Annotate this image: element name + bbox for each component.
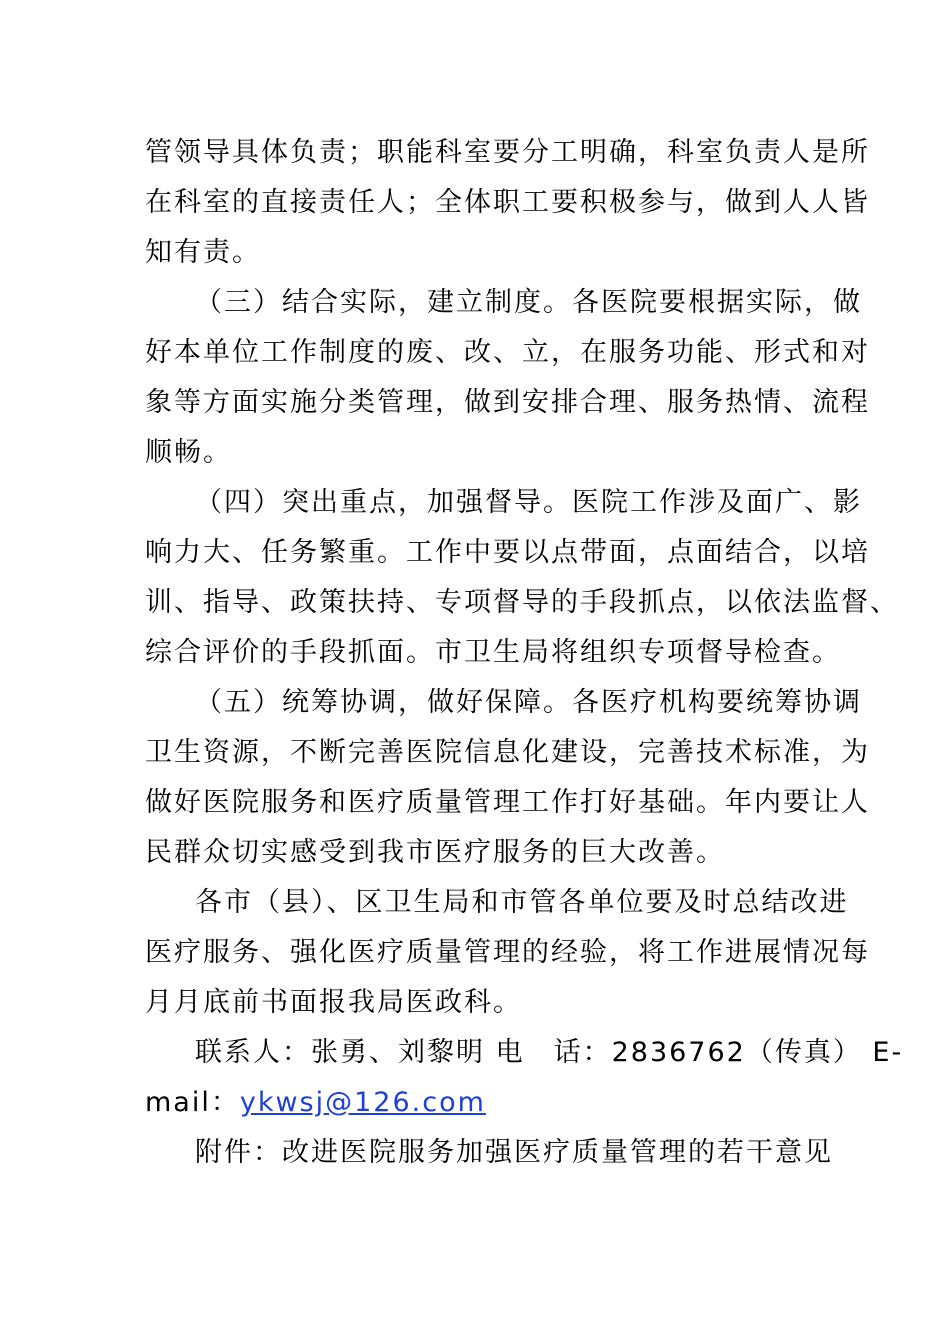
text-line-17: 医疗服务、强化医疗质量管理的经验，将工作进展情况每 [145, 937, 870, 968]
text-line-9: 响力大、任务繁重。工作中要以点带面，点面结合，以培 [145, 537, 870, 568]
attachment-line: 附件：改进医院服务加强医疗质量管理的若干意见 [195, 1137, 833, 1168]
text-line-3: 知有责。 [145, 237, 261, 268]
text-line-5: 好本单位工作制度的废、改、立，在服务功能、形式和对 [145, 337, 870, 368]
text-line-1: 管领导具体负责；职能科室要分工明确，科室负责人是所 [145, 137, 870, 168]
section-five-heading-line: （五）统筹协调，做好保障。各医疗机构要统筹协调 [195, 687, 862, 718]
section-four-heading-line: （四）突出重点，加强督导。医院工作涉及面广、影 [195, 487, 862, 518]
email-link[interactable]: ykwsj@126.com [239, 1087, 486, 1118]
text-line-10: 训、指导、政策扶持、专项督导的手段抓点，以依法监督、 [145, 587, 899, 618]
text-line-13: 卫生资源，不断完善医院信息化建设，完善技术标准，为 [145, 737, 870, 768]
section-three-heading-line: （三）结合实际，建立制度。各医院要根据实际，做 [195, 287, 862, 318]
text-line-2: 在科室的直接责任人；全体职工要积极参与，做到人人皆 [145, 187, 870, 218]
text-line-11: 综合评价的手段抓面。市卫生局将组织专项督导检查。 [145, 637, 841, 668]
text-line-14: 做好医院服务和医疗质量管理工作打好基础。年内要让人 [145, 787, 870, 818]
email-line [145, 1086, 486, 1120]
text-line-6: 象等方面实施分类管理，做到安排合理、服务热情、流程 [145, 387, 870, 418]
closing-paragraph-line: 各市（县）、区卫生局和市管各单位要及时总结改进 [195, 887, 849, 918]
contact-line: 联系人：张勇、刘黎明 电 话：2836762（传真） E- [195, 1037, 904, 1068]
email-prefix: mail： [145, 1087, 240, 1118]
text-line-7: 顺畅。 [145, 437, 232, 468]
text-line-18: 月月底前书面报我局医政科。 [145, 987, 522, 1018]
text-line-15: 民群众切实感受到我市医疗服务的巨大改善。 [145, 837, 725, 868]
